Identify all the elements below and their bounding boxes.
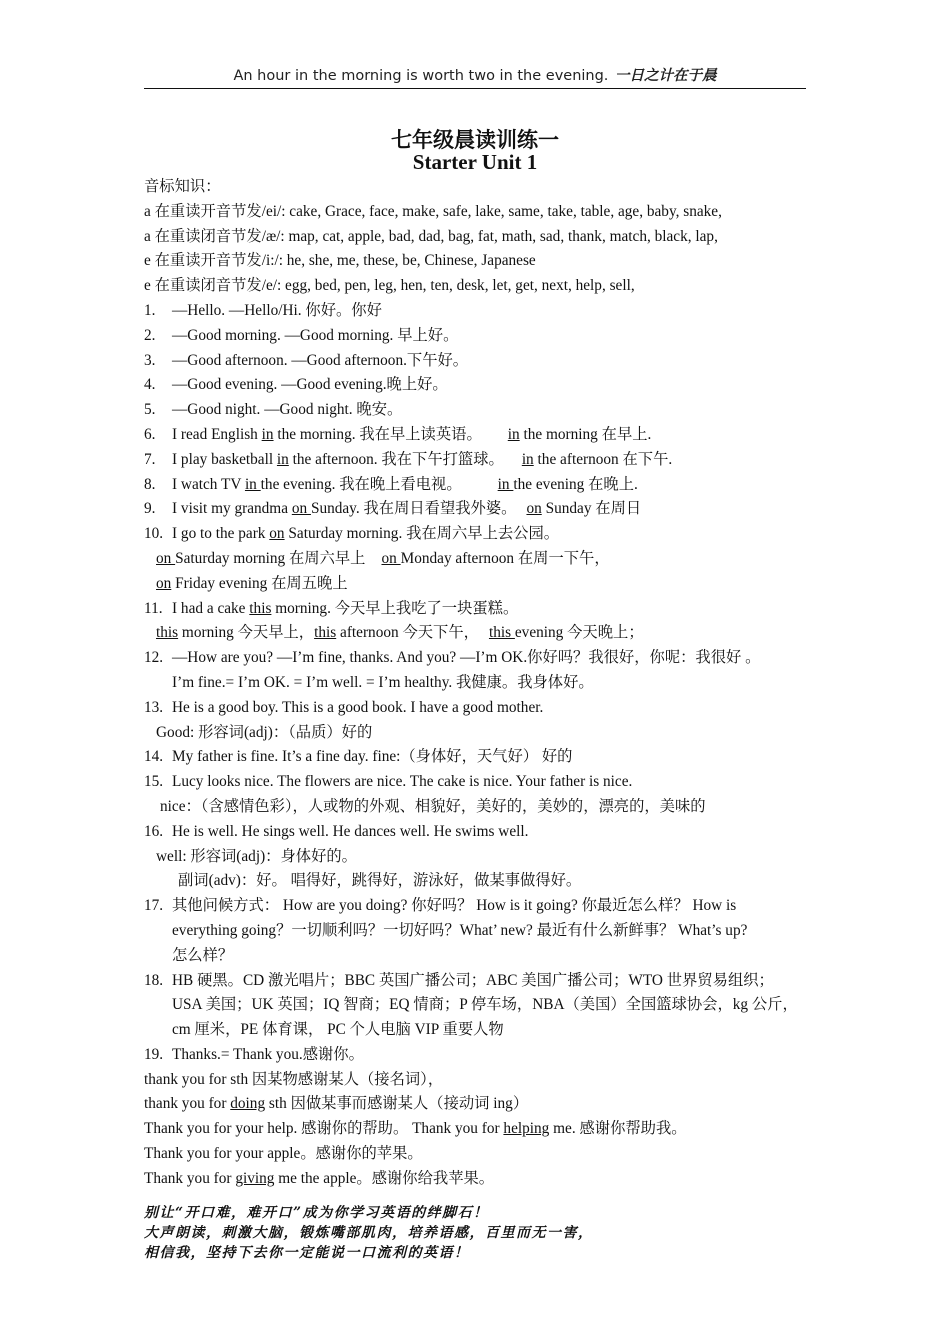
item-number: 13.	[144, 698, 164, 716]
page-subtitle: Starter Unit 1	[412, 150, 538, 174]
item-text: My father is fine. It’s a fine day. fine:（身体好，天气好） 好的	[172, 748, 573, 766]
item-text: I play basketball	[172, 450, 277, 468]
item-text: Sunday. 我在周日看望我外婆。	[310, 500, 517, 518]
item-number: 9.	[144, 500, 156, 518]
phonics-e-closed: e 在重读闭音节发/e/: egg, bed, pen, leg, hen, ten, desk, let, get, next, help, sell,	[144, 277, 635, 295]
item-text: —Hello. —Hello/Hi. 你好。你好	[172, 301, 382, 319]
list-item	[144, 349, 824, 374]
item-text: He is a good boy. This is a good book. I have a good mother.	[172, 698, 544, 716]
item-number: 15.	[144, 773, 164, 791]
underlined-word: in	[261, 425, 274, 443]
list-item	[144, 597, 824, 622]
list-item	[144, 969, 824, 994]
list-item	[144, 448, 824, 473]
underlined-word: giving	[235, 1169, 275, 1187]
item-number: 6.	[144, 425, 156, 443]
footer-line: 相信我，坚持下去你一定能说一口流利的英语！	[144, 1245, 470, 1261]
item-text: evening 今天晚上；	[514, 624, 644, 642]
page-header	[144, 64, 806, 89]
list-item-detail: nice：（含感情色彩），人或物的外观、相貌好，美好的，美妙的，漂亮的，美味的	[160, 797, 706, 815]
list-item	[144, 473, 824, 498]
list-item	[144, 745, 824, 770]
underlined-word: this	[249, 599, 272, 617]
list-item-continuation: 怎么样？	[172, 946, 234, 964]
item-text: Saturday morning. 我在周六早上去公园。	[284, 525, 560, 543]
item-text: Sunday 在周日	[541, 500, 642, 518]
item-text: —Good afternoon. —Good afternoon.下午好。	[172, 351, 469, 369]
phonics-e-open: e 在重读开音节发/i:/: he, she, me, these, be, Chinese, Japanese	[144, 252, 536, 270]
list-item-detail: Good: 形容词(adj)：（品质）好的	[156, 723, 373, 741]
list-item-detail	[144, 572, 824, 597]
item-number: 5.	[144, 401, 156, 419]
list-item	[144, 770, 824, 795]
page-title: 七年级晨读训练一	[391, 127, 559, 152]
list-item	[144, 696, 824, 721]
item-text: I watch TV	[172, 475, 245, 493]
item-text: morning 今天早上，	[178, 624, 315, 642]
list-item-continuation: everything going？一切顺利吗？一切好吗？What’ new? 最近有什么新鲜事？ What’s up?	[172, 921, 748, 939]
footer-line: 大声朗读，刺激大脑，锻炼嘴部肌肉，培养语感，百里而无一害，	[144, 1225, 594, 1241]
list-item-detail	[144, 621, 824, 646]
item-text: Saturday morning 在周六早上	[175, 549, 366, 567]
item-text: afternoon 今天下午，	[336, 624, 479, 642]
list-item-continuation: USA 美国；UK 英国；IQ 智商；EQ 情商；P 停车场，NBA（美国）全国篮球协会，kg 公斤，	[172, 996, 798, 1014]
phonics-a-open: a 在重读开音节发/ei/: cake, Grace, face, make, safe, lake, same, take, table, age, baby, snake,	[144, 202, 722, 220]
header-motto-en: An hour in the morning is worth two in the evening.	[233, 68, 609, 84]
underlined-word: on	[526, 500, 542, 518]
list-item-detail	[144, 547, 824, 572]
list-item-detail	[144, 1117, 824, 1142]
item-number: 14.	[144, 748, 164, 766]
item-number: 18.	[144, 971, 164, 989]
list-item-detail	[144, 1092, 824, 1117]
item-number: 16.	[144, 822, 164, 840]
list-item	[144, 324, 824, 349]
underlined-word: this	[314, 624, 337, 642]
item-text: the evening. 我在晚上看电视。	[260, 475, 462, 493]
underlined-word: on	[269, 525, 285, 543]
list-item-detail	[144, 1167, 824, 1192]
item-number: 10.	[144, 525, 164, 543]
item-text: He is well. He sings well. He dances well. He swims well.	[172, 822, 529, 840]
item-text: Lucy looks nice. The flowers are nice. The cake is nice. Your father is nice.	[172, 773, 633, 791]
item-number: 2.	[144, 326, 156, 344]
item-number: 12.	[144, 649, 164, 667]
list-item-continuation: cm 厘米，PE 体育课， PC 个人电脑 VIP 重要人物	[172, 1021, 504, 1039]
item-number: 8.	[144, 475, 156, 493]
item-number: 4.	[144, 376, 156, 394]
list-item	[144, 398, 824, 423]
underlined-word: in	[507, 425, 520, 443]
underlined-word: in	[497, 475, 514, 493]
list-item	[144, 646, 824, 671]
item-text: thank you for	[144, 1095, 231, 1113]
underlined-word: helping	[503, 1120, 550, 1138]
item-text: I visit my grandma	[172, 500, 292, 518]
item-text: I go to the park	[172, 525, 270, 543]
list-item-continuation: I’m fine.= I’m OK. = I’m well. = I’m healthy. 我健康。我身体好。	[172, 673, 594, 691]
list-item	[144, 497, 824, 522]
item-number: 17.	[144, 897, 164, 915]
list-item	[144, 1043, 824, 1068]
item-text: me the apple。感谢你给我苹果。	[274, 1169, 495, 1187]
item-text: Thank you for your help. 感谢你的帮助。 Thank you for	[144, 1120, 504, 1138]
phonics-heading: 音标知识：	[144, 178, 221, 195]
item-number: 19.	[144, 1045, 164, 1063]
item-text: —Good evening. —Good evening.晚上好。	[172, 376, 448, 394]
underlined-word: this	[488, 624, 515, 642]
footer-line: 别让“开口难，难开口”成为你学习英语的绊脚石！	[144, 1205, 489, 1221]
list-item-detail: well: 形容词(adj)：身体好的。	[156, 847, 357, 865]
item-text: the morning 在早上.	[519, 425, 652, 443]
item-number: 1.	[144, 301, 156, 319]
underlined-word: on	[156, 574, 172, 592]
item-text: —Good night. —Good night. 晚安。	[172, 401, 403, 419]
header-motto-cn: 一日之计在于晨	[615, 67, 717, 84]
item-text: Friday evening 在周五晚上	[171, 574, 348, 592]
item-number: 11.	[144, 599, 163, 617]
item-text: sth 因做某事而感谢某人（接动词 ing）	[265, 1095, 529, 1113]
document-body	[144, 175, 824, 1192]
list-item-detail: thank you for sth 因某物感谢某人（接名词），	[144, 1070, 444, 1088]
item-text: the morning. 我在早上读英语。	[273, 425, 482, 443]
item-text: the afternoon 在下午.	[533, 450, 673, 468]
list-item-detail: 副词(adv)：好。 唱得好，跳得好，游泳好，做某事做得好。	[178, 872, 582, 890]
underlined-word: in	[276, 450, 289, 468]
item-text: —Good morning. —Good morning. 早上好。	[172, 326, 459, 344]
underlined-word: on	[291, 500, 311, 518]
underlined-word: this	[156, 624, 179, 642]
item-text: the evening 在晚上.	[513, 475, 638, 493]
item-text: I had a cake	[172, 599, 250, 617]
item-text: —How are you? —I’m fine, thanks. And you? —I’m OK.你好吗？我很好，你呢：我很好 。	[172, 649, 761, 667]
list-item	[144, 522, 824, 547]
item-text: the afternoon. 我在下午打篮球。	[288, 450, 504, 468]
list-item	[144, 894, 824, 919]
item-text: I read English	[172, 425, 262, 443]
underlined-word: on	[381, 549, 401, 567]
item-text: morning. 今天早上我吃了一块蛋糕。	[271, 599, 519, 617]
list-item	[144, 299, 824, 324]
underlined-word: in	[521, 450, 534, 468]
underlined-word: on	[156, 549, 176, 567]
list-item	[144, 423, 824, 448]
item-text: me. 感谢你帮助我。	[549, 1120, 687, 1138]
item-text: HB 硬黑。CD 激光唱片；BBC 英国广播公司；ABC 美国广播公司；WTO 世界贸易组织；	[172, 971, 774, 989]
item-text: 其他问候方式： How are you doing? 你好吗？ How is it going? 你最近怎么样？ How is	[172, 897, 737, 915]
item-number: 3.	[144, 351, 156, 369]
list-item	[144, 373, 824, 398]
list-item	[144, 820, 824, 845]
item-text: Thanks.= Thank you.感谢你。	[172, 1045, 364, 1063]
underlined-word: doing	[230, 1095, 266, 1113]
underlined-word: in	[244, 475, 261, 493]
list-item-detail: Thank you for your apple。感谢你的苹果。	[144, 1145, 423, 1163]
phonics-a-closed: a 在重读闭音节发/æ/: map, cat, apple, bad, dad, bag, fat, math, sad, thank, match, black, lap,	[144, 227, 718, 245]
item-number: 7.	[144, 450, 156, 468]
item-text: Monday afternoon 在周一下午，	[400, 549, 610, 567]
item-text: Thank you for	[144, 1169, 236, 1187]
encouragement-footer	[144, 1203, 824, 1263]
